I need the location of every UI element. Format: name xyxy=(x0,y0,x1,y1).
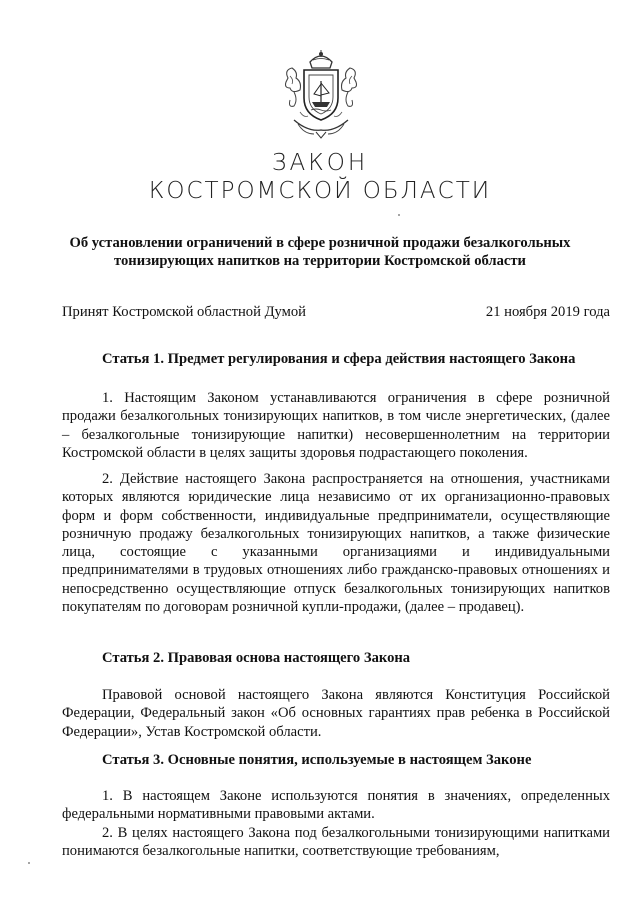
adoption-date: 21 ноября 2019 года xyxy=(485,304,610,320)
scan-speck xyxy=(398,214,400,216)
adopted-by: Принят Костромской областной Думой xyxy=(62,304,306,320)
article-1-paragraph-1: 1. Настоящим Законом устанавливаются ограничения в сфере розничной продажи безалкогольных тонизирующих напитков, в том числе энергетических, (далее – безалкогольные тонизирующие напитки) несовершеннолетним на территории Костромской области в целях защиты здоровья подрастающего поколения. xyxy=(62,390,610,461)
article-3-heading: Статья 3. Основные понятия, используемые в настоящем Законе xyxy=(102,752,532,768)
article-3-paragraph-2: 2. В целях настоящего Закона под безалкогольными тонизирующими напитками понимаются безалкогольные напитки, соответствующие требованиям, xyxy=(62,825,610,860)
article-1-paragraph-2: 2. Действие настоящего Закона распространяется на отношения, участниками которых являются юридические лица независимо от их организационно-правовых форм и форм собственности, индивидуальные предприниматели, осуществляющие розничную продажу безалкогольных тонизирующих напитков, а также физические лица, состоящие с указанными организациями и индивидуальными предпринимателями в трудовых отношениях либо гражданско-правовых отношениях и непосредственно осуществляющие отпуск безалкогольных тонизирующих напитков покупателям по договорам розничной купли-продажи, (далее – продавец). xyxy=(62,471,610,616)
article-2-paragraph-1: Правовой основой настоящего Закона являются Конституция Российской Федерации, Федеральный закон «Об основных гарантиях прав ребенка в Российской Федерации», Устав Костромской области. xyxy=(62,687,610,740)
coat-of-arms-icon xyxy=(280,48,362,140)
law-title-line-2: КОСТРОМСКОЙ ОБЛАСТИ xyxy=(148,178,492,204)
scan-speck xyxy=(28,862,30,864)
article-3-paragraph-1: 1. В настоящем Законе используются понятия в значениях, определенных федеральными нормативными правовыми актами. xyxy=(62,788,610,823)
article-1-heading: Статья 1. Предмет регулирования и сфера действия настоящего Закона xyxy=(102,351,576,367)
law-subtitle: Об установлении ограничений в сфере розничной продажи безалкогольных тонизирующих напитков на территории Костромской области xyxy=(69,235,571,269)
article-2-heading: Статья 2. Правовая основа настоящего Закона xyxy=(102,650,411,666)
law-title-line-1: ЗАКОН xyxy=(271,150,369,176)
